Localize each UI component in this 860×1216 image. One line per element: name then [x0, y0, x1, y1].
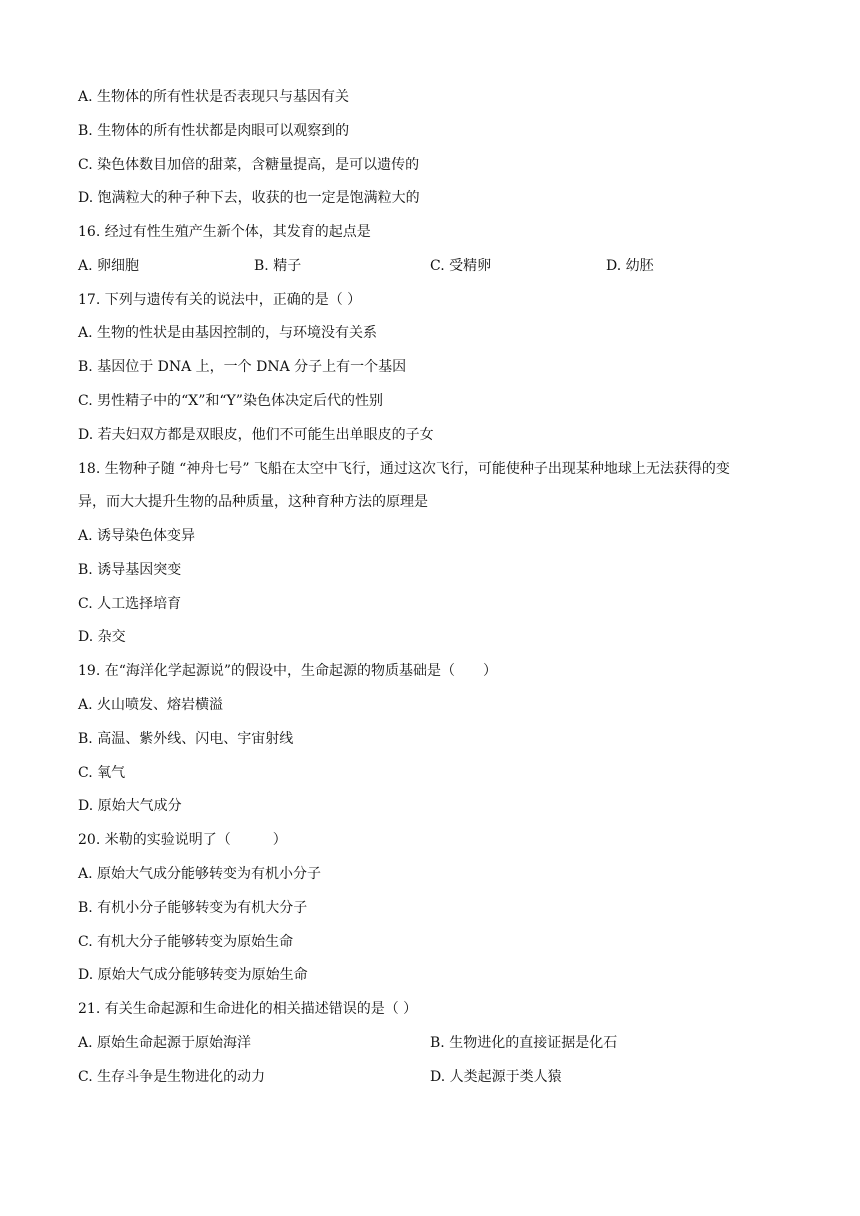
q15-option-a: A. 生物体的所有性状是否表现只与基因有关 — [78, 89, 350, 105]
q18-option-a: A. 诱导染色体变异 — [78, 528, 196, 544]
q16-option-b: B. 精子 — [254, 258, 302, 274]
q17-option-b: B. 基因位于 DNA 上，一个 DNA 分子上有一个基因 — [78, 359, 407, 375]
q21-option-c: C. 生存斗争是生物进化的动力 — [78, 1069, 266, 1085]
q21-option-a: A. 原始生命起源于原始海洋 — [78, 1035, 252, 1051]
q21-option-d: D. 人类起源于类人猿 — [430, 1069, 562, 1085]
q18-stem-line-1: 18. 生物种子随 “神舟七号” 飞船在太空中飞行，通过这次飞行，可能使种子出现某种地球上无法获得的变 — [78, 461, 730, 477]
q19-option-b: B. 高温、紫外线、闪电、宇宙射线 — [78, 731, 294, 747]
q18-stem-line-2: 异，而大大提升生物的品种质量，这种育种方法的原理是 — [78, 494, 428, 510]
q19-option-d: D. 原始大气成分 — [78, 798, 182, 814]
q15-option-d: D. 饱满粒大的种子种下去，收获的也一定是饱满粒大的 — [78, 190, 420, 206]
q16-stem: 16. 经过有性生殖产生新个体，其发育的起点是 — [78, 224, 371, 240]
q18-option-c: C. 人工选择培育 — [78, 596, 182, 612]
q17-option-d: D. 若夫妇双方都是双眼皮，他们不可能生出单眼皮的子女 — [78, 427, 434, 443]
q20-option-a: A. 原始大气成分能够转变为有机小分子 — [78, 866, 322, 882]
q21-stem: 21. 有关生命起源和生命进化的相关描述错误的是（ ） — [78, 1001, 418, 1017]
q18-option-b: B. 诱导基因突变 — [78, 562, 182, 578]
q17-stem: 17. 下列与遗传有关的说法中，正确的是（ ） — [78, 292, 362, 308]
q17-option-a: A. 生物的性状是由基因控制的，与环境没有关系 — [78, 325, 378, 341]
q20-option-d: D. 原始大气成分能够转变为原始生命 — [78, 967, 308, 983]
q16-option-c: C. 受精卵 — [430, 258, 492, 274]
q16-option-a: A. 卵细胞 — [78, 258, 140, 274]
q19-option-c: C. 氧气 — [78, 765, 126, 781]
q19-option-a: A. 火山喷发、熔岩横溢 — [78, 697, 224, 713]
q15-option-b: B. 生物体的所有性状都是肉眼可以观察到的 — [78, 123, 350, 139]
q20-option-b: B. 有机小分子能够转变为有机大分子 — [78, 900, 308, 916]
q16-option-d: D. 幼胚 — [606, 258, 654, 274]
q19-stem: 19. 在“海洋化学起源说”的假设中，生命起源的物质基础是（ ） — [78, 663, 498, 679]
q20-option-c: C. 有机大分子能够转变为原始生命 — [78, 934, 294, 950]
q17-option-c: C. 男性精子中的“X”和“Y”染色体决定后代的性别 — [78, 393, 383, 409]
q21-option-b: B. 生物进化的直接证据是化石 — [430, 1035, 618, 1051]
q20-stem: 20. 米勒的实验说明了（ ） — [78, 832, 287, 848]
q15-option-c: C. 染色体数目加倍的甜菜，含糖量提高，是可以遗传的 — [78, 157, 420, 173]
q18-option-d: D. 杂交 — [78, 629, 126, 645]
